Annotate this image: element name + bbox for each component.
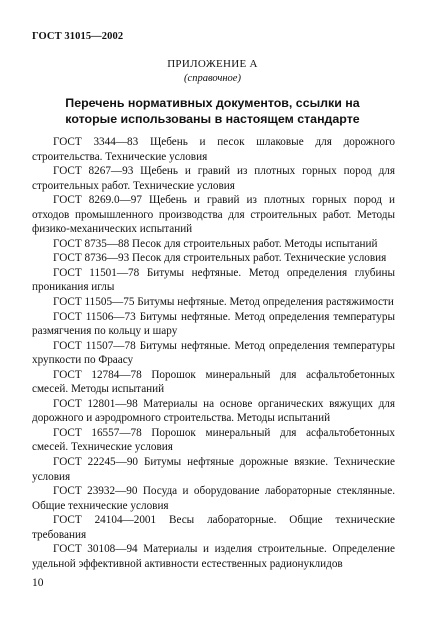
list-item: ГОСТ 30108—94 Материалы и изделия строительные. Определение удельной эффективной активности естественных радионуклидов <box>32 543 395 570</box>
page-number: 10 <box>32 577 44 589</box>
list-item: ГОСТ 11505—75 Битумы нефтяные. Метод определения растяжимости <box>53 296 394 309</box>
standard-code-header: ГОСТ 31015—2002 <box>32 31 124 42</box>
list-item: ГОСТ 11506—73 Битумы нефтяные. Метод определения температуры размягчения по кольцу и шару <box>32 310 395 338</box>
list-item: ГОСТ 8735—88 Песок для строительных работ. Методы испытаний <box>53 237 378 250</box>
normative-references-list <box>32 135 395 571</box>
list-item: ГОСТ 11507—78 Битумы нефтяные. Метод определения температуры хрупкости по Фраасу <box>32 339 395 367</box>
list-item: ГОСТ 11501—78 Битумы нефтяные. Метод определения глубины проникания иглы <box>32 266 395 294</box>
document-title: Перечень нормативных документов, ссылки на которые использованы в настоящем стандарте <box>65 96 360 126</box>
list-item: ГОСТ 23932—90 Посуда и оборудование лабораторные стеклянные. Общие технические условия <box>32 485 395 512</box>
appendix-note: (справочное) <box>184 73 241 84</box>
list-item: ГОСТ 22245—90 Битумы нефтяные дорожные вязкие. Технические условия <box>32 456 395 483</box>
list-item: ГОСТ 8736—93 Песок для строительных работ. Технические условия <box>53 252 387 265</box>
list-item: ГОСТ 8267—93 Щебень и гравий из плотных горных пород для строительных работ. Технические условия <box>32 165 395 192</box>
list-item: ГОСТ 12801—98 Материалы на основе органических вяжущих для дорожного и аэродромного строительства. Методы испытаний <box>32 397 395 425</box>
appendix-title: ПРИЛОЖЕНИЕ А <box>167 58 258 70</box>
list-item: ГОСТ 8269.0—97 Щебень и гравий из плотных горных пород и отходов промышленного производства для строительных работ. Методы физико-механических испытаний <box>32 194 395 236</box>
list-item: ГОСТ 12784—78 Порошок минеральный для асфальтобетонных смесей. Методы испытаний <box>32 368 395 396</box>
list-item: ГОСТ 16557—78 Порошок минеральный для асфальтобетонных смесей. Технические условия <box>32 426 395 454</box>
list-item: ГОСТ 3344—83 Щебень и песок шлаковые для дорожного строительства. Технические условия <box>32 136 395 163</box>
list-item: ГОСТ 24104—2001 Весы лабораторные. Общие технические требования <box>32 514 395 541</box>
